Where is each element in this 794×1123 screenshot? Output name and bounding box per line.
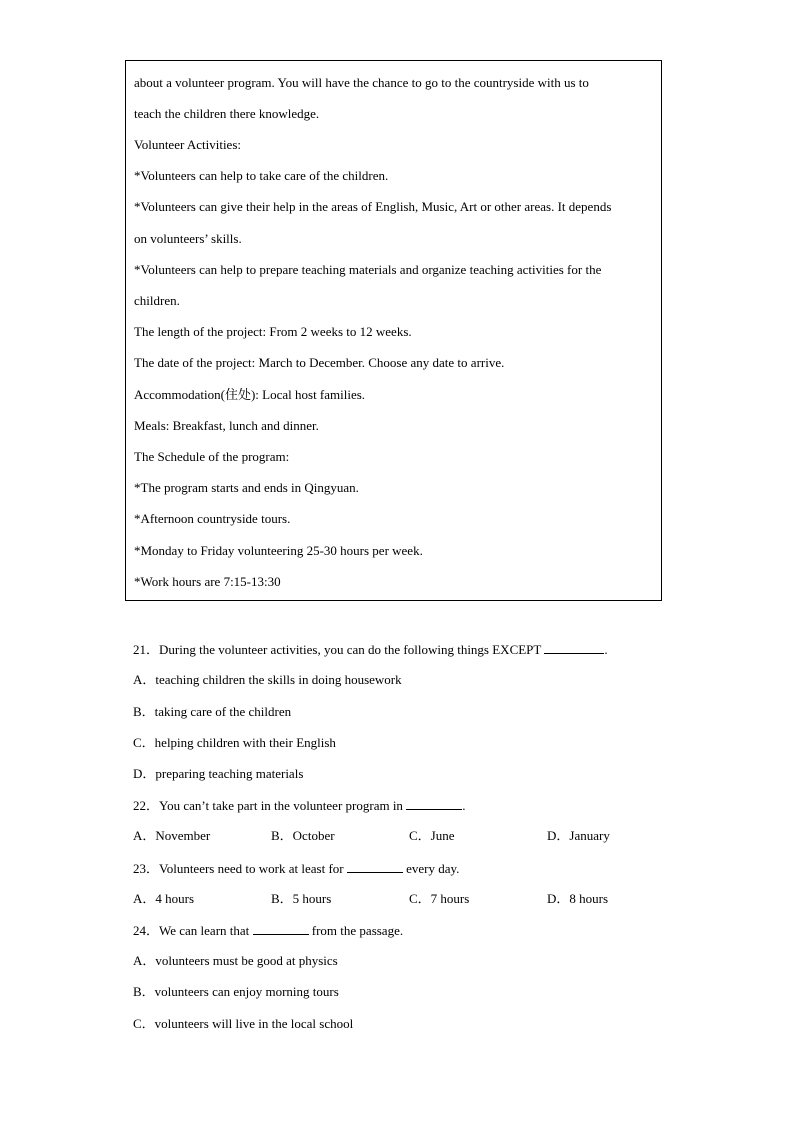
question-23-option-b: B．5 hours [271, 891, 332, 906]
answer-blank [406, 797, 462, 810]
passage-line: Meals: Breakfast, lunch and dinner. [134, 418, 319, 433]
question-21-option-d: D．preparing teaching materials [133, 766, 304, 781]
question-23-text-after: every day. [402, 861, 460, 876]
question-21-stem [133, 641, 608, 658]
passage-line: *Afternoon countryside tours. [134, 511, 291, 526]
answer-blank [253, 922, 309, 935]
question-22-option-d: D．January [547, 828, 610, 843]
question-24-option-b: B．volunteers can enjoy morning tours [133, 984, 339, 999]
question-22-text-after: . [462, 798, 466, 813]
question-22-text-before: 22．You can’t take part in the volunteer program in [133, 798, 407, 813]
question-21-option-c: C．helping children with their English [133, 735, 336, 750]
question-23-option-c: C．7 hours [409, 891, 470, 906]
answer-blank [347, 860, 403, 873]
question-22-option-b: B．October [271, 828, 335, 843]
passage-line: *The program starts and ends in Qingyuan. [134, 480, 359, 495]
question-24-option-c: C．volunteers will live in the local school [133, 1016, 354, 1031]
question-22-option-a: A．November [133, 828, 211, 843]
passage-line: *Volunteers can help to prepare teaching materials and organize teaching activities for the [134, 262, 602, 277]
passage-box [125, 60, 662, 601]
passage-line: on volunteers’ skills. [134, 231, 242, 246]
passage-line: Accommodation(住处): Local host families. [134, 387, 366, 402]
question-24-stem [133, 922, 403, 939]
question-22-option-c: C．June [409, 828, 455, 843]
question-23-text-before: 23．Volunteers need to work at least for [133, 861, 347, 876]
passage-line: children. [134, 293, 180, 308]
passage-line: teach the children there knowledge. [134, 106, 320, 121]
question-24-text-before: 24．We can learn that [133, 923, 253, 938]
question-21-text-before: 21．During the volunteer activities, you can do the following things EXCEPT [133, 642, 545, 657]
passage-line: *Work hours are 7:15-13:30 [134, 574, 281, 589]
question-23-stem [133, 860, 459, 877]
question-24-text-after: from the passage. [308, 923, 404, 938]
passage-line: The Schedule of the program: [134, 449, 290, 464]
question-21-option-a: A．teaching children the skills in doing housework [133, 672, 402, 687]
passage-line: The date of the project: March to December. Choose any date to arrive. [134, 355, 505, 370]
passage-line: *Monday to Friday volunteering 25-30 hours per week. [134, 543, 423, 558]
passage-line: about a volunteer program. You will have the chance to go to the countryside with us to [134, 75, 589, 90]
question-21-text-after: . [604, 642, 608, 657]
question-23-option-d: D．8 hours [547, 891, 609, 906]
passage-line: *Volunteers can give their help in the areas of English, Music, Art or other areas. It depends [134, 199, 612, 214]
passage-line: The length of the project: From 2 weeks to 12 weeks. [134, 324, 412, 339]
passage-line: *Volunteers can help to take care of the children. [134, 168, 389, 183]
question-23-option-a: A．4 hours [133, 891, 195, 906]
question-21-option-b: B．taking care of the children [133, 704, 292, 719]
question-22-stem [133, 797, 465, 814]
question-24-option-a: A．volunteers must be good at physics [133, 953, 338, 968]
answer-blank [544, 641, 604, 654]
passage-line: Volunteer Activities: [134, 137, 241, 152]
